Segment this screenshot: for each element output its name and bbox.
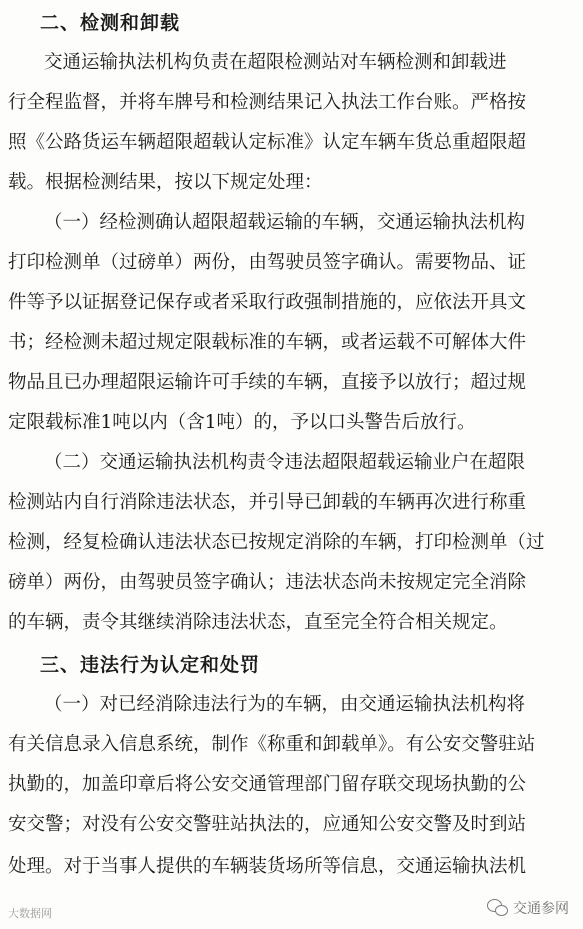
paragraph-line: 打印检测单（过磅单）两份，由驾驶员签字确认。需要物品、证 (8, 252, 527, 273)
wechat-icon (487, 899, 509, 917)
paragraph-line: 有关信息录入信息系统，制作《称重和卸载单》。有公安交警驻站 (8, 734, 536, 755)
paragraph-line: 磅单）两份，由驾驶员签字确认；违法状态尚未按规定完全消除 (8, 572, 527, 593)
section-heading-violations: 三、违法行为认定和处罚 (40, 654, 261, 676)
paragraph-line: 检测，经复检确认违法状态已按规定消除的车辆，打印检测单（过 (8, 532, 545, 553)
section-heading-inspection: 二、检测和卸载 (40, 12, 181, 34)
paragraph-line: 交通运输执法机构负责在超限检测站对车辆检测和卸载进 (44, 52, 507, 73)
paragraph-line: 物品且已办理超限运输许可手续的车辆，直接予以放行；超过规 (8, 372, 527, 393)
watermark-left (8, 905, 52, 921)
watermark-right (487, 898, 569, 918)
paragraph-line: 的车辆，责令其继续消除违法状态，直至完全符合相关规定。 (8, 612, 508, 633)
paragraph-line: 执勤的，加盖印章后将公安交通管理部门留存联交现场执勤的公 (8, 774, 527, 795)
watermark-left-text: 大数据网 (8, 907, 52, 920)
paragraph-line: （一）经检测确认超限超载运输的车辆，交通运输执法机构 (44, 212, 526, 233)
paragraph-line: 处理。对于当事人提供的车辆装货场所等信息，交通运输执法机 (8, 856, 527, 877)
paragraph-line: （二）交通运输执法机构责令违法超限超载运输业户在超限 (44, 452, 526, 473)
paragraph-line: 书；经检测未超过规定限载标准的车辆，或者运载不可解体大件 (8, 332, 527, 353)
paragraph-line: 定限载标准1吨以内（含1吨）的，予以口头警告后放行。 (8, 412, 476, 433)
paragraph-line: 照《公路货运车辆超限超载认定标准》认定车辆车货总重超限超 (8, 132, 527, 153)
paragraph-line: 载。根据检测结果，按以下规定处理： (8, 172, 323, 193)
paragraph-line: 检测站内自行消除违法状态，并引导已卸载的车辆再次进行称重 (8, 492, 527, 513)
paragraph-line: 件等予以证据登记保存或者采取行政强制措施的，应依法开具文 (8, 292, 527, 313)
paragraph-line: 安交警；对没有公安交警驻站执法的，应通知公安交警及时到站 (8, 814, 527, 835)
paragraph-line: （一）对已经消除违法行为的车辆，由交通运输执法机构将 (44, 694, 526, 715)
watermark-right-text: 交通参网 (513, 901, 569, 917)
paragraph-line: 行全程监督，并将车牌号和检测结果记入执法工作台账。严格按 (8, 92, 527, 113)
